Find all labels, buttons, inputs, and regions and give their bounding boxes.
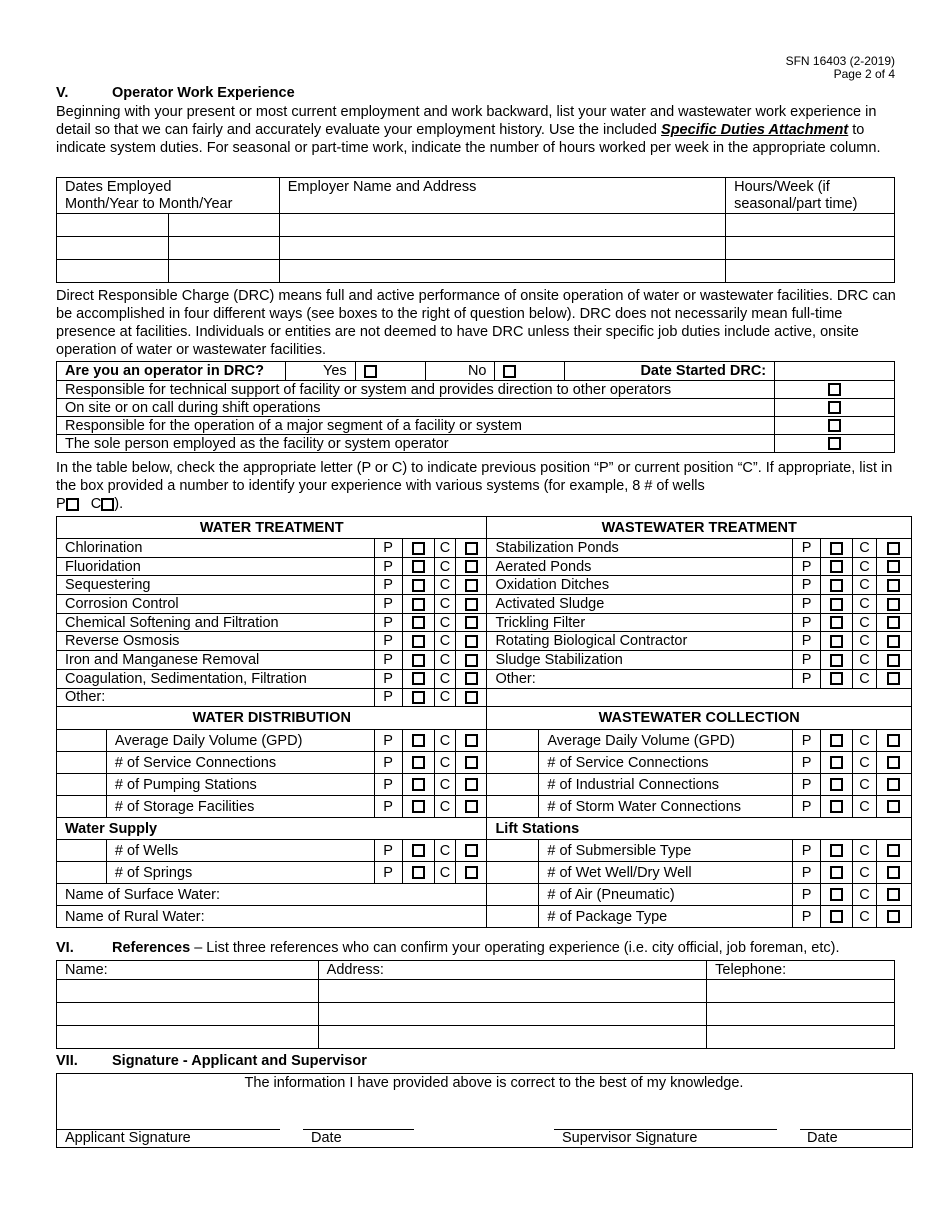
wt-p-checkbox[interactable] xyxy=(412,616,425,629)
drc-row-label: On site or on call during shift operations xyxy=(57,399,775,417)
wastewater-treatment-item: Activated Sludge xyxy=(487,595,793,614)
system-row xyxy=(57,669,912,688)
name-cell[interactable] xyxy=(57,980,319,1003)
hours-cell[interactable] xyxy=(726,214,895,237)
lift-station-item: # of Air (Pneumatic) xyxy=(539,884,793,906)
c-label: C xyxy=(434,774,456,796)
ls-p-checkbox[interactable] xyxy=(830,910,843,923)
hours-cell[interactable] xyxy=(726,237,895,260)
wd-p-checkbox[interactable] xyxy=(412,778,425,791)
p-label: P xyxy=(374,632,402,651)
section-number: VI. xyxy=(56,940,74,956)
system-row xyxy=(57,796,912,818)
wwc-p-checkbox[interactable] xyxy=(830,734,843,747)
p-label: P xyxy=(374,796,402,818)
wt-p-checkbox[interactable] xyxy=(412,691,425,704)
system-row xyxy=(57,707,912,730)
pc-text: In the table below, check the appropriate letter (P or C) to indicate previous position “P” or current position “C”. If appropriate, list in the box provided a number to identify your experience with various systems (for example, 8 # of wells xyxy=(56,460,893,494)
wt-c-checkbox[interactable] xyxy=(465,616,478,629)
p-label: P xyxy=(374,730,402,752)
c-label: C xyxy=(852,557,876,576)
water-treatment-title: WATER TREATMENT xyxy=(57,517,487,539)
p-label: P xyxy=(374,613,402,632)
water-distribution-title: WATER DISTRIBUTION xyxy=(57,707,487,730)
date-started-field[interactable] xyxy=(775,362,895,381)
drc-table xyxy=(56,361,895,453)
system-row xyxy=(57,906,912,928)
water-treatment-item: Corrosion Control xyxy=(57,595,375,614)
c-label: C xyxy=(434,688,456,707)
quantity-input[interactable] xyxy=(57,752,107,774)
p-label: P xyxy=(793,576,821,595)
wastewater-treatment-item: Stabilization Ponds xyxy=(487,539,793,558)
example-c: C xyxy=(90,496,102,512)
ls-c-checkbox[interactable] xyxy=(887,844,900,857)
wastewater-collection-item: # of Service Connections xyxy=(539,752,793,774)
c-label: C xyxy=(852,906,876,928)
date-to-cell[interactable] xyxy=(168,260,279,283)
p-label: P xyxy=(374,557,402,576)
specific-duties-link[interactable]: Specific Duties Attachment xyxy=(661,122,849,138)
ls-c-checkbox[interactable] xyxy=(887,888,900,901)
certification-statement: The information I have provided above is correct to the best of my knowledge. xyxy=(244,1075,744,1091)
c-label: C xyxy=(434,669,456,688)
wastewater-treatment-item: Aerated Ponds xyxy=(487,557,793,576)
lift-station-item: # of Wet Well/Dry Well xyxy=(539,862,793,884)
p-label: P xyxy=(374,576,402,595)
name-cell[interactable] xyxy=(57,1026,319,1049)
form-header xyxy=(786,55,895,81)
drc-row-label: The sole person employed as the facility or system operator xyxy=(57,435,775,453)
col-name: Name: xyxy=(57,961,319,980)
wt-p-checkbox[interactable] xyxy=(412,654,425,667)
ws-p-checkbox[interactable] xyxy=(412,866,425,879)
wt-c-checkbox[interactable] xyxy=(465,654,478,667)
p-label: P xyxy=(374,651,402,670)
example-c-checkbox xyxy=(101,498,114,511)
wwt-p-checkbox[interactable] xyxy=(830,542,843,555)
wastewater-treatment-item: Other: xyxy=(487,669,793,688)
water-supply-title: Water Supply xyxy=(57,818,487,840)
wwc-p-checkbox[interactable] xyxy=(830,800,843,813)
p-label: P xyxy=(374,688,402,707)
col-employer: Employer Name and Address xyxy=(279,178,725,214)
section-text: – List three references who can confirm your operating experience (i.e. city official, job foreman, etc). xyxy=(190,940,840,956)
drc-checkbox[interactable] xyxy=(828,383,841,396)
wastewater-treatment-item: Trickling Filter xyxy=(487,613,793,632)
date-label-1: Date xyxy=(311,1130,342,1146)
wd-p-checkbox[interactable] xyxy=(412,800,425,813)
system-row xyxy=(57,840,912,862)
table-row xyxy=(57,214,895,237)
quantity-input[interactable] xyxy=(487,774,539,796)
water-treatment-item: Reverse Osmosis xyxy=(57,632,375,651)
water-treatment-item: Iron and Manganese Removal xyxy=(57,651,375,670)
rural-water-field[interactable]: Name of Rural Water: xyxy=(57,906,487,928)
system-row xyxy=(57,884,912,906)
date-from-cell[interactable] xyxy=(57,237,169,260)
wd-c-checkbox[interactable] xyxy=(465,778,478,791)
quantity-input[interactable] xyxy=(487,906,539,928)
system-row xyxy=(57,752,912,774)
c-label: C xyxy=(852,840,876,862)
references-table xyxy=(56,960,895,1049)
p-label: P xyxy=(793,730,821,752)
date-label-2: Date xyxy=(807,1130,838,1146)
wwt-p-checkbox[interactable] xyxy=(830,654,843,667)
wd-c-checkbox[interactable] xyxy=(465,734,478,747)
wt-c-checkbox[interactable] xyxy=(465,672,478,685)
water-treatment-item: Chlorination xyxy=(57,539,375,558)
p-label: P xyxy=(793,613,821,632)
p-label: P xyxy=(374,669,402,688)
wd-c-checkbox[interactable] xyxy=(465,756,478,769)
water-distribution-item: # of Pumping Stations xyxy=(106,774,374,796)
system-row xyxy=(57,557,912,576)
c-label: C xyxy=(434,557,456,576)
form-number: SFN 16403 (2-2019) xyxy=(785,54,895,68)
drc-paragraph: Direct Responsible Charge (DRC) means full and active performance of onsite operation of water or wastewater facilities. DRC can be accomplished in four different ways (see boxes to the right of question below). DRC does not necessarily mean full-time presence at facilities. Individuals or entities are not deemed to have DRC unless their specific job duties include active, onsite operation of water or wastewater facilities. xyxy=(56,288,896,358)
c-label: C xyxy=(852,595,876,614)
system-row xyxy=(57,576,912,595)
example-end: ). xyxy=(114,496,124,512)
quantity-input[interactable] xyxy=(487,752,539,774)
section-7-heading xyxy=(56,1053,367,1069)
c-label: C xyxy=(852,730,876,752)
c-label: C xyxy=(852,669,876,688)
wwt-c-checkbox[interactable] xyxy=(887,598,900,611)
drc-row xyxy=(57,399,895,417)
quantity-input[interactable] xyxy=(487,884,539,906)
drc-checkbox[interactable] xyxy=(828,437,841,450)
wwt-c-checkbox[interactable] xyxy=(887,654,900,667)
wd-c-checkbox[interactable] xyxy=(465,800,478,813)
p-label: P xyxy=(793,862,821,884)
wwt-c-checkbox[interactable] xyxy=(887,542,900,555)
ws-p-checkbox[interactable] xyxy=(412,844,425,857)
drc-row-label: Responsible for technical support of facility or system and provides direction to other operators xyxy=(57,381,775,399)
employer-cell[interactable] xyxy=(279,214,725,237)
table-row xyxy=(57,237,895,260)
drc-yes-checkbox[interactable] xyxy=(364,365,377,378)
drc-question: Are you an operator in DRC? xyxy=(57,362,286,381)
c-label: C xyxy=(434,796,456,818)
p-label: P xyxy=(793,539,821,558)
date-to-cell[interactable] xyxy=(168,237,279,260)
c-label: C xyxy=(434,613,456,632)
employer-cell[interactable] xyxy=(279,260,725,283)
system-row xyxy=(57,517,912,539)
empty-cell xyxy=(487,688,912,707)
system-row xyxy=(57,595,912,614)
drc-row xyxy=(57,417,895,435)
p-label: P xyxy=(793,595,821,614)
system-row xyxy=(57,774,912,796)
water-treatment-item: Sequestering xyxy=(57,576,375,595)
wt-p-checkbox[interactable] xyxy=(412,542,425,555)
quantity-input[interactable] xyxy=(57,730,107,752)
wwt-c-checkbox[interactable] xyxy=(887,560,900,573)
wt-p-checkbox[interactable] xyxy=(412,635,425,648)
date-from-cell[interactable] xyxy=(57,260,169,283)
example-p-checkbox xyxy=(66,498,79,511)
wastewater-treatment-title: WASTEWATER TREATMENT xyxy=(487,517,912,539)
wt-p-checkbox[interactable] xyxy=(412,672,425,685)
name-cell[interactable] xyxy=(57,1003,319,1026)
wwt-c-checkbox[interactable] xyxy=(887,616,900,629)
wwc-c-checkbox[interactable] xyxy=(887,778,900,791)
wd-p-checkbox[interactable] xyxy=(412,734,425,747)
c-label: C xyxy=(852,576,876,595)
c-label: C xyxy=(434,840,456,862)
p-label: P xyxy=(793,651,821,670)
c-label: C xyxy=(852,632,876,651)
quantity-input[interactable] xyxy=(487,862,539,884)
p-label: P xyxy=(374,539,402,558)
wt-p-checkbox[interactable] xyxy=(412,579,425,592)
date-to-cell[interactable] xyxy=(168,214,279,237)
wt-c-checkbox[interactable] xyxy=(465,579,478,592)
c-label: C xyxy=(434,651,456,670)
yes-label: Yes xyxy=(285,362,355,381)
c-label: C xyxy=(852,862,876,884)
section-6-heading xyxy=(56,940,840,956)
c-label: C xyxy=(434,595,456,614)
ls-p-checkbox[interactable] xyxy=(830,866,843,879)
quantity-input[interactable] xyxy=(487,730,539,752)
page-number: Page 2 of 4 xyxy=(833,67,895,81)
wt-p-checkbox[interactable] xyxy=(412,560,425,573)
ls-c-checkbox[interactable] xyxy=(887,910,900,923)
p-label: P xyxy=(793,796,821,818)
wwt-c-checkbox[interactable] xyxy=(887,672,900,685)
water-treatment-item: Other: xyxy=(57,688,375,707)
ws-c-checkbox[interactable] xyxy=(465,844,478,857)
system-row xyxy=(57,688,912,707)
c-label: C xyxy=(852,884,876,906)
wt-p-checkbox[interactable] xyxy=(412,598,425,611)
c-label: C xyxy=(852,651,876,670)
employment-table xyxy=(56,177,895,283)
drc-checkbox[interactable] xyxy=(828,401,841,414)
c-label: C xyxy=(434,862,456,884)
p-label: P xyxy=(793,884,821,906)
drc-no-checkbox[interactable] xyxy=(503,365,516,378)
address-cell[interactable] xyxy=(318,1003,706,1026)
section-title: Signature - Applicant and Supervisor xyxy=(112,1053,367,1069)
wwc-c-checkbox[interactable] xyxy=(887,800,900,813)
wastewater-collection-item: Average Daily Volume (GPD) xyxy=(539,730,793,752)
c-label: C xyxy=(434,539,456,558)
table-row xyxy=(57,980,895,1003)
wastewater-collection-item: # of Industrial Connections xyxy=(539,774,793,796)
wt-c-checkbox[interactable] xyxy=(465,542,478,555)
wastewater-treatment-item: Sludge Stabilization xyxy=(487,651,793,670)
wwt-p-checkbox[interactable] xyxy=(830,579,843,592)
ws-c-checkbox[interactable] xyxy=(465,866,478,879)
table-row xyxy=(57,260,895,283)
hours-cell[interactable] xyxy=(726,260,895,283)
wwt-p-checkbox[interactable] xyxy=(830,635,843,648)
applicant-signature-label: Applicant Signature xyxy=(65,1130,191,1146)
c-label: C xyxy=(434,632,456,651)
telephone-cell[interactable] xyxy=(707,1003,895,1026)
drc-row xyxy=(57,381,895,399)
p-label: P xyxy=(374,774,402,796)
wastewater-treatment-item: Oxidation Ditches xyxy=(487,576,793,595)
p-label: P xyxy=(793,840,821,862)
p-label: P xyxy=(793,752,821,774)
c-label: C xyxy=(852,613,876,632)
p-label: P xyxy=(793,906,821,928)
quantity-input[interactable] xyxy=(57,796,107,818)
address-cell[interactable] xyxy=(318,1026,706,1049)
p-label: P xyxy=(793,774,821,796)
quantity-input[interactable] xyxy=(57,840,107,862)
lift-stations-title: Lift Stations xyxy=(487,818,912,840)
employer-cell[interactable] xyxy=(279,237,725,260)
system-row xyxy=(57,651,912,670)
wt-c-checkbox[interactable] xyxy=(465,598,478,611)
water-distribution-item: Average Daily Volume (GPD) xyxy=(106,730,374,752)
p-label: P xyxy=(374,862,402,884)
p-label: P xyxy=(374,752,402,774)
wt-c-checkbox[interactable] xyxy=(465,560,478,573)
system-row xyxy=(57,632,912,651)
quantity-input[interactable] xyxy=(487,840,539,862)
c-label: C xyxy=(852,796,876,818)
system-row xyxy=(57,862,912,884)
system-row xyxy=(57,613,912,632)
ls-c-checkbox[interactable] xyxy=(887,866,900,879)
system-row xyxy=(57,539,912,558)
drc-checkbox[interactable] xyxy=(828,419,841,432)
wastewater-treatment-item: Rotating Biological Contractor xyxy=(487,632,793,651)
wastewater-collection-title: WASTEWATER COLLECTION xyxy=(487,707,912,730)
c-label: C xyxy=(852,752,876,774)
wwc-c-checkbox[interactable] xyxy=(887,734,900,747)
supervisor-signature-label: Supervisor Signature xyxy=(562,1130,698,1146)
p-label: P xyxy=(793,632,821,651)
telephone-cell[interactable] xyxy=(707,1026,895,1049)
wwt-p-checkbox[interactable] xyxy=(830,560,843,573)
c-label: C xyxy=(852,539,876,558)
systems-table xyxy=(56,516,912,928)
wwt-c-checkbox[interactable] xyxy=(887,579,900,592)
date-started-label: Date Started DRC: xyxy=(565,362,775,381)
wastewater-collection-item: # of Storm Water Connections xyxy=(539,796,793,818)
ls-p-checkbox[interactable] xyxy=(830,844,843,857)
p-label: P xyxy=(374,840,402,862)
quantity-input[interactable] xyxy=(57,862,107,884)
no-label: No xyxy=(425,362,495,381)
telephone-cell[interactable] xyxy=(707,980,895,1003)
drc-row xyxy=(57,435,895,453)
intro-paragraph xyxy=(56,103,896,157)
section-number: VII. xyxy=(56,1053,78,1069)
wt-c-checkbox[interactable] xyxy=(465,635,478,648)
c-label: C xyxy=(434,752,456,774)
water-treatment-item: Chemical Softening and Filtration xyxy=(57,613,375,632)
pc-paragraph xyxy=(56,459,896,513)
section-title: References xyxy=(112,940,191,956)
lift-station-item: # of Package Type xyxy=(539,906,793,928)
lift-station-item: # of Submersible Type xyxy=(539,840,793,862)
p-label: P xyxy=(793,557,821,576)
col-address: Address: xyxy=(318,961,706,980)
quantity-input[interactable] xyxy=(57,774,107,796)
water-supply-item: # of Wells xyxy=(106,840,374,862)
water-supply-item: # of Springs xyxy=(106,862,374,884)
wwc-p-checkbox[interactable] xyxy=(830,778,843,791)
c-label: C xyxy=(434,730,456,752)
address-cell[interactable] xyxy=(318,980,706,1003)
p-label: P xyxy=(374,595,402,614)
wwc-c-checkbox[interactable] xyxy=(887,756,900,769)
wwc-p-checkbox[interactable] xyxy=(830,756,843,769)
table-row xyxy=(57,1026,895,1049)
water-treatment-item: Coagulation, Sedimentation, Filtration xyxy=(57,669,375,688)
water-distribution-item: # of Service Connections xyxy=(106,752,374,774)
c-label: C xyxy=(852,774,876,796)
example-p: P xyxy=(56,496,66,512)
quantity-input[interactable] xyxy=(487,796,539,818)
section-number: V. xyxy=(56,85,69,101)
section-5-heading xyxy=(56,85,295,101)
wwt-p-checkbox[interactable] xyxy=(830,598,843,611)
system-row xyxy=(57,730,912,752)
p-label: P xyxy=(793,669,821,688)
surface-water-field[interactable]: Name of Surface Water: xyxy=(57,884,487,906)
c-label: C xyxy=(434,576,456,595)
water-treatment-item: Fluoridation xyxy=(57,557,375,576)
table-row xyxy=(57,1003,895,1026)
date-from-cell[interactable] xyxy=(57,214,169,237)
water-distribution-item: # of Storage Facilities xyxy=(106,796,374,818)
wwt-p-checkbox[interactable] xyxy=(830,616,843,629)
system-row xyxy=(57,818,912,840)
wwt-c-checkbox[interactable] xyxy=(887,635,900,648)
section-title: Operator Work Experience xyxy=(112,85,295,101)
intro-text-2: to indicate system duties. For seasonal or part-time work, indicate the number of hours worked per week in the appropriate column. xyxy=(56,122,881,156)
intro-text: Beginning with your present or most current employment and work backward, list your water and wastewater work experience in detail so that we can fairly and accurately evaluate your employment history. Use the included xyxy=(56,104,877,138)
col-dates-employed: Dates Employed Month/Year to Month/Year xyxy=(57,178,280,214)
ls-p-checkbox[interactable] xyxy=(830,888,843,901)
wd-p-checkbox[interactable] xyxy=(412,756,425,769)
col-hours-week: Hours/Week (if seasonal/part time) xyxy=(726,178,895,214)
signature-box xyxy=(56,1073,913,1148)
col-telephone: Telephone: xyxy=(707,961,895,980)
wt-c-checkbox[interactable] xyxy=(465,691,478,704)
wwt-p-checkbox[interactable] xyxy=(830,672,843,685)
drc-row-label: Responsible for the operation of a major segment of a facility or system xyxy=(57,417,775,435)
